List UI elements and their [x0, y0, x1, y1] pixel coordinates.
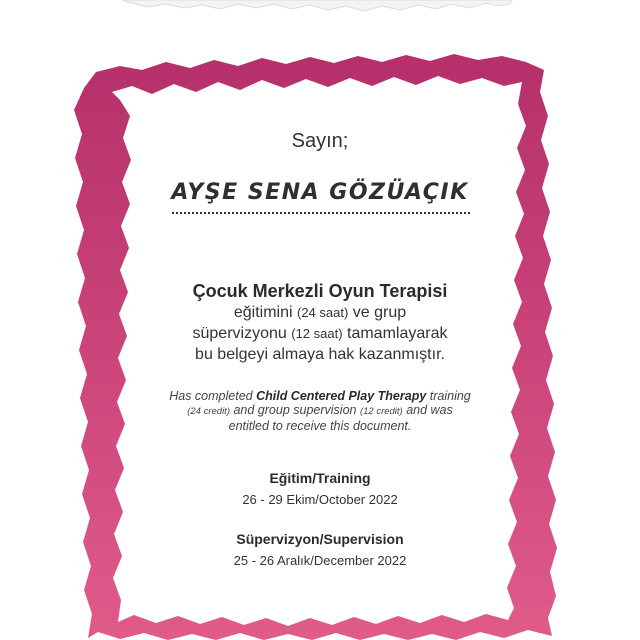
english-statement	[140, 389, 500, 433]
en-line-3: entitled to receive this document.	[228, 419, 412, 433]
top-torn-paper-fragment	[122, 0, 512, 11]
en-mid2: and was	[406, 403, 453, 417]
en-mid: and group supervision	[233, 403, 357, 417]
course-title: Çocuk Merkezli Oyun Terapisi	[192, 281, 448, 301]
en-course: Child Centered Play Therapy	[256, 389, 427, 403]
en-credit-training: (24 credit)	[187, 406, 230, 417]
en-line-1	[140, 389, 500, 403]
tr-line2-a: süpervizyonu	[192, 325, 287, 342]
tr-line2-b: tamamlayarak	[347, 325, 448, 342]
tr-line1-a: eğitimini	[233, 304, 293, 321]
greeting: Sayın;	[291, 130, 349, 152]
turkish-statement	[110, 280, 530, 365]
tr-line-2	[110, 323, 530, 344]
training-hours: (24 saat)	[297, 305, 349, 320]
tr-line1-b: ve grup	[352, 304, 407, 321]
supervision-hours: (12 saat)	[291, 326, 343, 341]
name-dotted-underline	[172, 212, 470, 214]
supervision-dates: 25 - 26 Aralık/December 2022	[233, 553, 407, 568]
en-training: training	[429, 389, 471, 403]
recipient-name: AYŞE SENA GÖZÜAÇIK	[171, 180, 469, 205]
en-credit-supervision: (12 credit)	[359, 406, 403, 417]
training-label: Eğitim/Training	[269, 470, 371, 486]
tr-line-3: bu belgeyi almaya hak kazanmıştır.	[195, 346, 445, 363]
tr-line-1	[110, 302, 530, 323]
supervision-label: Süpervizyon/Supervision	[236, 531, 404, 547]
en-prefix: Has completed	[169, 389, 253, 403]
certificate-content	[110, 88, 530, 618]
en-line-2	[140, 403, 500, 419]
training-dates: 26 - 29 Ekim/October 2022	[242, 492, 398, 507]
